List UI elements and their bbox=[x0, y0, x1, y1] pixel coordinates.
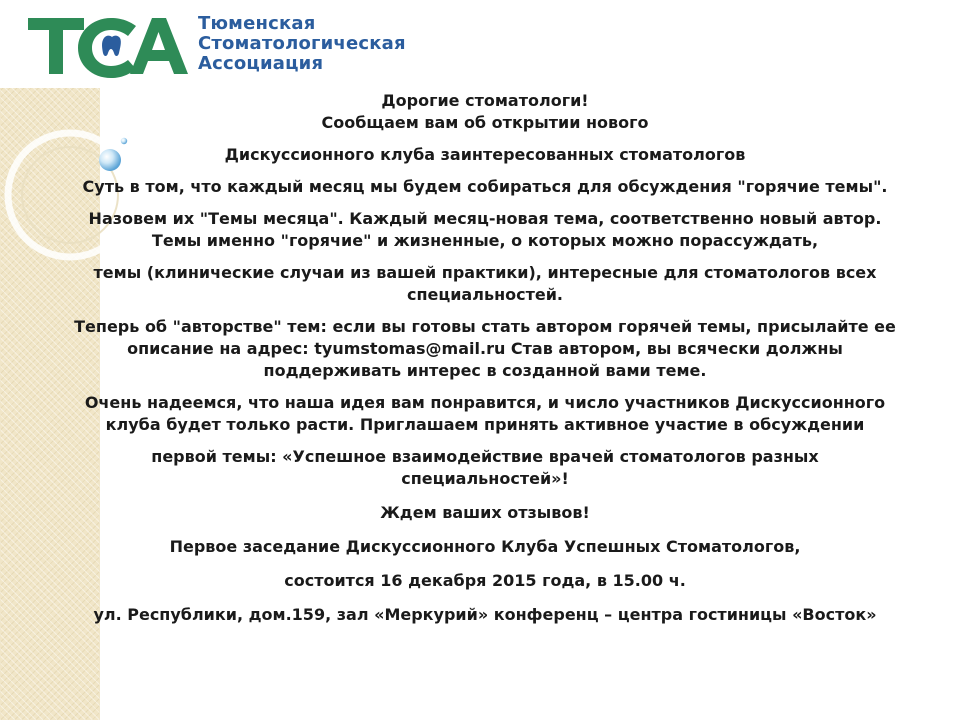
authorship-line-3: поддерживать интерес в созданной вами теме. bbox=[263, 361, 707, 380]
logo-line-2: Стоматологическая bbox=[198, 33, 406, 54]
meeting-line-2: состоится 16 декабря 2015 года, в 15.00 ч. bbox=[284, 571, 686, 590]
logo bbox=[26, 8, 426, 80]
greeting: Дорогие стоматологи! bbox=[381, 91, 589, 110]
hope-line-1: Очень надеемся, что наша идея вам понравится, и число участников Дискуссионного bbox=[84, 393, 886, 412]
intro-line: Сообщаем вам об открытии нового bbox=[321, 113, 649, 132]
hope-line-2: клуба будет только расти. Приглашаем принять активное участие в обсуждении bbox=[105, 415, 865, 434]
topics-line-3a: темы (клинические случаи из вашей практики), интересные для стоматологов всех bbox=[93, 263, 877, 282]
announcement-text bbox=[40, 90, 930, 626]
awaiting-feedback: Ждем ваших отзывов! bbox=[380, 503, 590, 522]
first-topic-line-2: специальностей»! bbox=[401, 469, 569, 488]
essence-line: Суть в том, что каждый месяц мы будем собираться для обсуждения "горячие темы". bbox=[82, 177, 888, 196]
tsa-logo-icon bbox=[26, 8, 196, 80]
topics-line-2: Темы именно "горячие" и жизненные, о которых можно порассуждать, bbox=[151, 231, 819, 250]
address-line: ул. Республики, дом.159, зал «Меркурий» конференц – центра гостиницы «Восток» bbox=[93, 605, 877, 624]
topics-line-3b: специальностей. bbox=[406, 285, 564, 304]
meeting-line-1: Первое заседание Дискуссионного Клуба Успешных Стоматологов, bbox=[169, 537, 801, 556]
club-name: Дискуссионного клуба заинтересованных стоматологов bbox=[224, 145, 746, 164]
logo-line-1: Тюменская bbox=[198, 13, 316, 34]
topics-line-1: Назовем их "Темы месяца". Каждый месяц-новая тема, соответственно новый автор. bbox=[88, 209, 882, 228]
authorship-line-2: описание на адрес: tyumstomas@mail.ru Став автором, вы всячески должны bbox=[127, 339, 843, 358]
first-topic-line-1: первой темы: «Успешное взаимодействие врачей стоматологов разных bbox=[151, 447, 819, 466]
logo-text bbox=[198, 14, 428, 74]
logo-line-3: Ассоциация bbox=[198, 53, 324, 74]
authorship-line-1: Теперь об "авторстве" тем: если вы готовы стать автором горячей темы, присылайте ее bbox=[74, 317, 896, 336]
